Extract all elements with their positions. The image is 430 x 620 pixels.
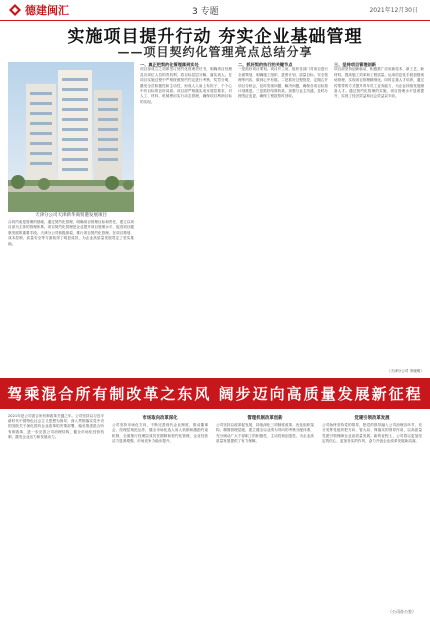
photo-caption: 天津分公司天津新华商贸港发展项目 [35,213,107,218]
section-heading-2: 二、抓好契约执行的关键节点 [238,62,293,67]
section2-heading-1: 市场取向改革深化 [142,416,178,421]
page-header [0,0,430,21]
section-heading-1: 一、真正把契约化管理落到实处 [140,62,199,67]
article-paragraph: 项目部坚持创新驱动，积极推广应用新技术、新工艺、新材料，提高施工效率和工程质量。运用信息化手段加强现场管理，实现项目管理精细化。同时注重人才培养，通过传帮带的方式提升青年员工业务能力，为企业持续发展储备人才。通过契约化管理的实施，项目管理水平显著提升，实现了经济效益和社会效益双丰收。 [334,67,424,99]
section-banner-title: 驾乘混合所有制改革之东风 阔步迈向高质量发展新征程 [7,385,423,403]
article-paragraph: 合同约束是管理的基础，通过契约化管理，明确项目管理目标和责任，建立以项目部为主体的管理体系。项目契约化管理是企业提升项目管理水平、促进项目健康发展的重要手段。天津分公司积极探索，推行项目契约化管理，在项目策划、成本控制、质量安全等方面取得了明显成效，为企业高质量发展奠定了坚实基础。 [8,220,134,246]
subheadline: ——项目契约化管理亮点总结分享 [117,45,313,59]
section2-heading-3: 党建引领改革发展 [354,416,390,421]
article-paragraph: 一是抓好项目策划。项目开工前，组织各部门对项目进行全面策划，明确施工组织、进度计划、质量目标、安全管理等内容，做到心中有数。二是抓好过程管控，定期召开项目分析会，及时发现问题、解决问题，确保各项目标按计划推进。三是抓好结算收款，加强与业主沟通，及时办理签证变更，确保工程款按时回收。 [238,67,328,99]
section2-paragraph: 公司坚持以改革促发展，持续深化三项制度改革，优化组织架构，精简管理层级，建立健全以业绩为导向的考核分配体系，充分调动广大干部职工的积极性、主动性和创造性，为企业高质量发展提供了有力保障。 [216,423,314,443]
issue-date: 2021年12月30日 [369,7,418,14]
section-heading-3: 三、坚持项目管理创新 [334,62,376,67]
section2-paragraph: 公司始终坚持党的领导，把党的领导融入公司治理各环节，充分发挥党组织把方向、管大局、保落实的领导作用，以高质量党建引领保障企业高质量发展。新的征程上，公司将以更加坚定的信心、更加务实的作风，奋力开创企业改革发展新局面。 [322,423,422,443]
section2-column-4 [322,414,422,606]
article-column-4 [334,62,424,368]
company-logo [8,3,22,17]
article-column-3 [238,62,328,374]
section2-paragraph: 公司坚持市场化方向，不断完善现代企业制度，推动董事会、经理层规范运作，健全市场化选人用人机制和激励约束机制，全面推行经理层成员任期制和契约化管理，企业经营活力显著增强，市场竞争力稳步提升。 [112,423,208,443]
article-column-1 [8,220,134,374]
section2-heading-2: 管理机制改革创新 [247,416,283,421]
newspaper-brand: 德建闽汇 [25,4,69,17]
project-photo [8,62,134,212]
article-column-2 [140,62,232,374]
section2-column-1 [8,414,104,616]
article-paragraph: 项目部成立之初即签订契约化管理责任书，明确项目经理及各岗位人员的责权利，将目标层层分解，落实到人。在项目实施过程中严格按照契约约定进行考核，奖罚分明，激发全员积极性和主动性，形成人人肩上有担子、个个心中有目标的良好局面。项目部严格落实成本管控要求，对人工、材料、机械费用实行动态管理，确保项目利润目标的实现。 [140,67,232,104]
section2-column-2 [112,414,208,616]
headline: 实施项目提升行动 夯实企业基础管理 [67,27,363,47]
article-author: （天津分公司 李晓明） [386,369,424,373]
section2-paragraph: 2021年是公司混合所有制改革关键之年。公司坚持以习近平新时代中国特色社会主义思想为指导，深入贯彻落实党中央国务院关于深化国有企业改革的决策部署，稳妥推进混合所有制改革，进一步完善公司治理结构，健全市场化经营机制，激发企业活力和发展动力。 [8,414,104,439]
section2-author: （公司办公室） [388,609,416,614]
page-number: 3 专题 [192,7,219,17]
section2-column-3 [216,414,314,616]
